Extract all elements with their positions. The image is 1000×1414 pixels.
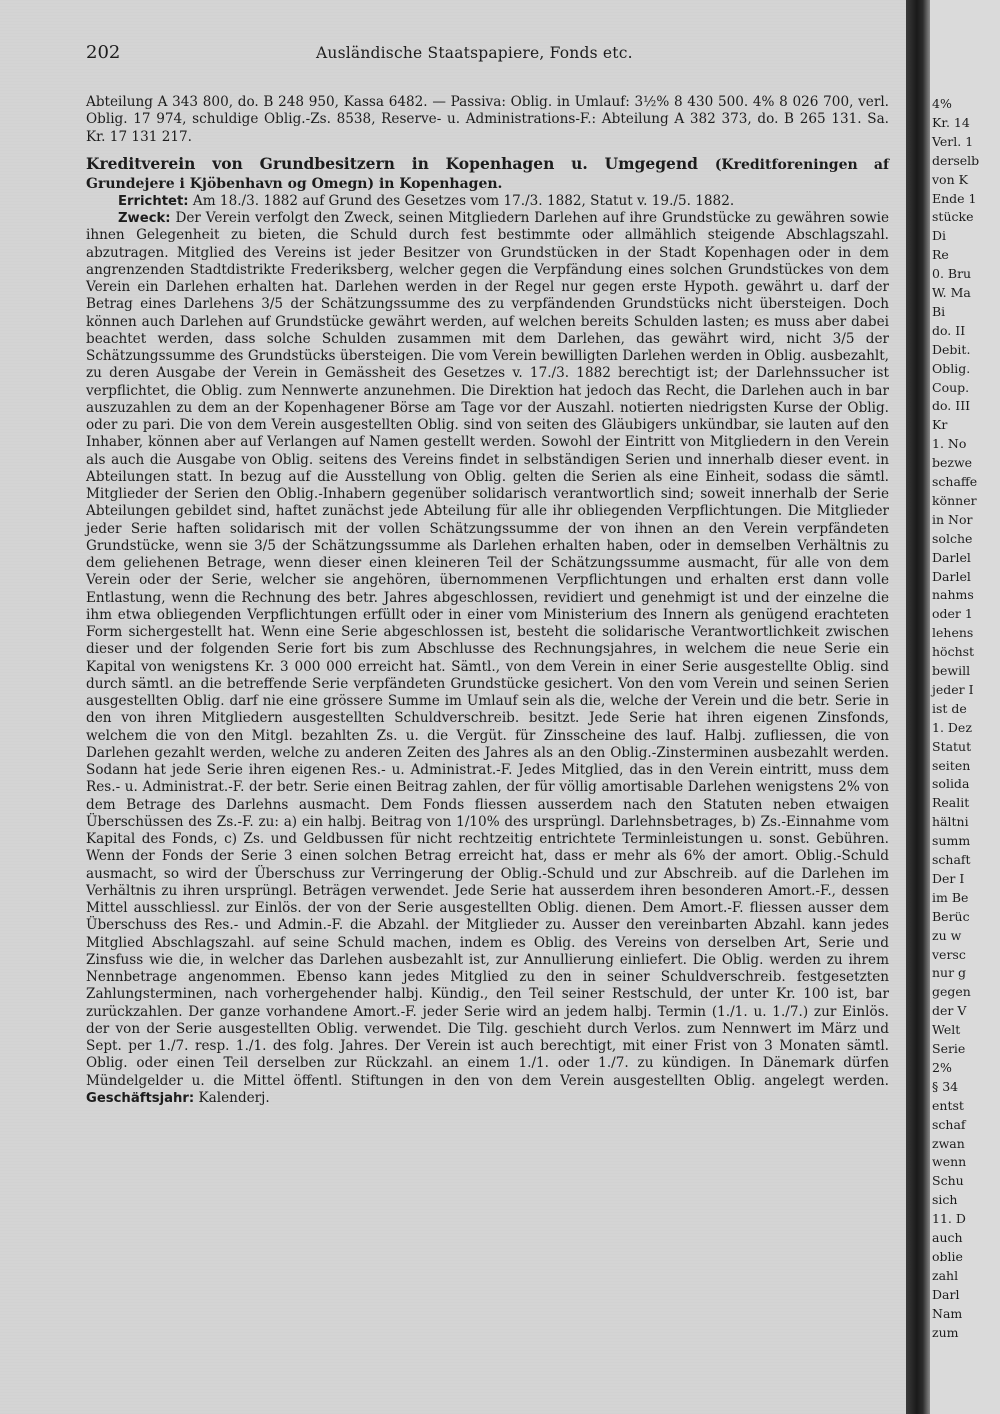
next-page-fragment: nahms xyxy=(932,587,974,603)
next-page-fragment: Darlel xyxy=(932,568,971,584)
next-page-fragment: jeder I xyxy=(932,681,974,697)
next-page-fragment: stücke xyxy=(932,209,974,225)
next-page-fragment: zum xyxy=(932,1324,959,1340)
zweck-label: Zweck: xyxy=(118,211,171,226)
next-page-fragment: § 34 xyxy=(932,1078,959,1094)
geschaeftsjahr-label: Geschäftsjahr: xyxy=(86,1090,195,1106)
next-page-fragment: summ xyxy=(932,833,971,849)
next-page-fragment: do. II xyxy=(932,322,966,338)
next-page-fragment: Verl. 1 xyxy=(932,133,974,149)
next-page-fragment: 1. Dez xyxy=(932,719,972,735)
next-page-fragment: könner xyxy=(932,492,977,508)
next-page-fragment: Kr. 14 xyxy=(932,114,970,130)
next-page-fragment: bezwe xyxy=(932,455,973,471)
next-page-fragment: versc xyxy=(932,946,966,962)
next-page-fragment: Kr xyxy=(932,417,948,433)
next-page-fragment: solida xyxy=(932,776,970,792)
next-page-fragment: 0. Bru xyxy=(932,266,972,282)
next-page-fragment: Nam xyxy=(932,1305,963,1321)
next-page-fragment: im Be xyxy=(932,889,969,905)
section-title: Kreditverein von Grundbesitzern in Kopenhagen u. Umgegend xyxy=(86,153,699,173)
next-page-fragment: Realit xyxy=(932,795,970,811)
next-page-fragment: do. III xyxy=(932,398,971,414)
next-page-fragment: oder 1 xyxy=(932,606,973,622)
next-page-fragment: Der I xyxy=(932,870,965,886)
next-page-fragment: Di xyxy=(932,228,947,244)
running-title: Ausländische Staatspapiere, Fonds etc. xyxy=(316,44,633,62)
next-page-fragment: höchst xyxy=(932,644,975,660)
next-page-fragment: 11. D xyxy=(932,1211,966,1227)
next-page-fragment: schaf xyxy=(932,1116,966,1132)
next-page-fragment: 4% xyxy=(932,96,952,111)
balance-intro: Abteilung A 343 800, do. B 248 950, Kassa 6482. — Passiva: Oblig. in Umlauf: 3½% 8 430 500. 4% 8 026 700, verl. Oblig. 17 974, schuldige Oblig.-Zs. 8538, Reserve- u. Administrations-F.: Abteilung A 382 373, do. B 265 131. Sa. Kr. 17 131 217. xyxy=(86,94,889,145)
next-page-fragment: nur g xyxy=(932,965,967,981)
next-page-fragment: Oblig. xyxy=(932,360,971,376)
next-page-fragment: der V xyxy=(932,1003,967,1019)
page-header xyxy=(86,42,886,66)
zweck-text: Der Verein verfolgt den Zweck, seinen Mitgliedern Darlehen auf ihre Grundstücke zu gewähren sowie ihnen Gelegenheit zu bieten, die Schuld durch fest bestimmte oder allmählich steigende Abschlagszahl. abzutragen. Mitglied des Vereins ist jeder Besitzer von Grundstücken in der Stadt Kopenhagen oder in dem angrenzenden Stadtdistrikte Frederiksberg, welcher gegen die Verpfändung eines solchen Grundstückes von dem Verein ein Darlehen erhalten hat. Darlehen werden in der Regel nur gegen erste Hypoth. gewährt u. darf der Betrag eines Darlehens 3/5 der Schätzungssumme des zu verpfändenden Grundstücks nicht übersteigen. Doch können auch Darlehen auf Grundstücke gewährt werden, auf welchen bereits Schulden lasten; es muss aber dabei beachtet werden, dass solche Schulden zusammen mit dem Darlehen, das gewährt wird, nicht 3/5 der Schätzungssumme des Grundstücks übersteigen. Die vom Verein bewilligten Darlehen werden in Oblig. ausbezahlt, zu deren Ausgabe der Verein in Gemässheit des Gesetzes v. 17./3. 1882 berechtigt ist; der Darlehnssucher ist verpflichtet, die Oblig. zum Nennwerte anzunehmen. Die Direktion hat jedoch das Recht, die Darlehen auch in bar auszuzahlen zu dem an der Kopenhagener Börse am Tage vor der Auszahl. notierten niedrigsten Kurse der Oblig. oder zu pari. Die von dem Verein ausgestellten Oblig. sind von seiten des Gläubigers unkündbar, sie lauten auf den Inhaber, können aber auf Verlangen auf Namen gestellt werden. Sowohl der Eintritt von Mitgliedern in den Verein als auch die Ausgabe von Oblig. seitens des Vereins findet in selbständigen Serien und innerhalb dieser event. in Abteilungen statt. In bezug auf die Ausstellung von Oblig. gelten die Serien als eine Einheit, sodass die sämtl. Mitglieder der Serien den Oblig.-Inhabern gegenüber solidarisch verantwortlich sind; soweit innerhalb der Serie Abteilungen gebildet sind, haftet zunächst jede Abteilung für alle ihr obliegenden Verpflichtungen. Die Mitglieder jeder Serie haften solidarisch mit der vollen Schätzungssumme der von ihnen an den Verein verpfändeten Grundstücke, wenn sie 3/5 der Schätzungssumme als Darlehen erhalten haben, oder in demselben Verhältnis zu dem geliehenen Betrage, wenn dieser einen kleineren Teil der Schätzungssumme ausmacht, für alle von dem Verein oder der Serie, welcher sie angehören, übernommenen Verpflichtungen und erhalten erst dann volle Entlastung, wenn die Rechnung des betr. Jahres abgeschlossen, revidiert und genehmigt ist und der einzelne die ihm etwa obliegenden Verpflichtungen erfüllt oder in einer vom Ministerium des Innern als genügend erachteten Form sichergestellt hat. Wenn eine Serie abgeschlossen ist, besteht die solidarische Verantwortlichkeit zwischen dieser und der folgenden Serie fort bis zum Abschlusse des Rechnungsjahres, in welchem die neue Serie ein Kapital von wenigstens Kr. 3 000 000 erreicht hat. Sämtl., von dem Verein in einer Serie ausgestellte Oblig. sind durch sämtl. an die betreffende Serie verpfändeten Grundstücke gesichert. Von den vom Verein und seinen Serien ausgestellten Oblig. darf nie eine grössere Summe im Umlauf sein als die, welche der Verein und die betr. Serie in den von ihren Mitgliedern ausgestellten Schuldverschreib. besitzt. Jede Serie hat ihren eigenen Zinsfonds, welchem die von den Mitgl. bezahlten Zs. u. die Vergüt. für Zinsscheine des lauf. Halbj. zufliessen, die von Darlehen gezahlt werden, welche zu anderen Zeiten des Jahres als an den Oblig.-Zinsterminen ausbezahlt werden. Sodann hat jede Serie ihren eigenen Res.- u. Administrat.-F. Jedes Mitglied, das in den Verein eintritt, muss dem Res.- u. Administrat.-F. der betr. Serie einen Beitrag zahlen, der für völlig amortisable Darlehen wenigstens 2% von dem Betrage des Darlehns ausmacht. Dem Fonds fliessen ausserdem nach den Statuten neben etwaigen Überschüssen des Zs.-F. zu: a) ein halbj. Beitrag von 1/10% des ursprüngl. Darlehnsbetrages, b) Zs.-Einnahme vom Kapital des Fonds, c) Zs. und Geldbussen für nicht rechtzeitig entrichtete Terminleistungen u. sonst. Gebühren. Wenn der Fonds der Serie 3 einen solchen Betrag erreicht hat, dass er mehr als 6% der amort. Oblig.-Schuld ausmacht, so wird der Überschuss zur Verringerung der Oblig.-Schuld und zur Abschreib. auf die Darlehen im Verhältnis zu ihren ursprüngl. Beträgen verwendet. Jede Serie hat ausserdem ihren besonderen Amort.-F., dessen Mittel ausschliessl. zur Einlös. der von der Serie ausgestellten Oblig. dienen. Dem Amort.-F. fliessen ausser dem Überschuss des Res.- und Admin.-F. die Abzahl. der Mitglieder zu. Ausser den vereinbarten Abzahl. kann jedes Mitglied Abschlagszahl. auf seine Schuld machen, indem es Oblig. des Vereins von derselben Art, Serie und Zinsfuss wie die, in welcher das Darlehen ausbezahlt ist, zur Annullierung einliefert. Die Oblig. werden zu ihrem Nennbetrage angenommen. Ebenso kann jedes Mitglied zu den in seiner Schuldverschreib. festgesetzten Zahlungsterminen, nach vorhergehender halbj. Kündig., den Teil seiner Restschuld, der unter Kr. 100 ist, bar zurückzahlen. Der ganze vorhandene Amort.-F. jeder Serie wird an jedem halbj. Termin (1./1. u. 1./7.) zur Einlös. der von der Serie ausgestellten Oblig. verwendet. Die Tilg. geschieht durch Verlos. zum Nennwert im März und Sept. per 1./7. resp. 1./1. des folg. Jahres. Der Verein ist auch berechtigt, mit einer Frist von 3 Monaten sämtl. Oblig. oder einen Teil derselben zur Rückzahl. an einem 1./1. oder 1./7. zu kündigen. In Dänemark dürfen Mündelgelder u. die Mittel öffentl. Stiftungen in den von dem Verein ausgestellten Oblig. angelegt werden. xyxy=(86,210,889,1089)
next-page-fragment: hältni xyxy=(932,814,969,830)
errichtet-label: Errichtet: xyxy=(118,193,189,209)
next-page-fragment: derselb xyxy=(932,152,980,168)
next-page-fragment: Serie xyxy=(932,1041,966,1056)
next-page-fragment: oblie xyxy=(932,1248,963,1264)
next-page-fragment: zwan xyxy=(932,1135,965,1151)
next-page-fragment: bewill xyxy=(932,663,971,678)
next-page-fragment: Coup. xyxy=(932,379,970,395)
next-page-fragment: sich xyxy=(932,1192,958,1208)
page-body xyxy=(86,94,889,1107)
next-page-fragment: Ende 1 xyxy=(932,190,977,206)
next-page-fragment: Berüc xyxy=(932,908,970,924)
next-page-fragment: Schu xyxy=(932,1173,964,1189)
next-page-fragment: 2% xyxy=(932,1059,952,1075)
next-page-fragment: entst xyxy=(932,1097,964,1113)
next-page-fragment: von K xyxy=(932,171,968,187)
errichtet-text: Am 18./3. 1882 auf Grund des Gesetzes vom 17./3. 1882, Statut v. 19./5. 1882. xyxy=(192,192,735,209)
next-page-fragment: Darlel xyxy=(932,549,971,565)
section-subtitle: (Kreditforeningen af Grundejere i Kjöbenhavn og Omegn) in Kopenhagen. xyxy=(86,156,890,192)
geschaeftsjahr-text: Kalenderj. xyxy=(198,1089,270,1106)
next-page-fragment: seiten xyxy=(932,757,971,773)
next-page-fragment: zu w xyxy=(932,927,962,943)
next-page-fragment: Welt xyxy=(932,1022,961,1038)
next-page-fragment: auch xyxy=(932,1230,963,1245)
next-page-fragment: zahl xyxy=(932,1267,959,1283)
next-page-fragment: Statut xyxy=(932,738,972,754)
next-page-fragment: Re xyxy=(932,247,949,263)
next-page-fragment: lehens xyxy=(932,625,974,641)
next-page-fragment: Bi xyxy=(932,303,946,319)
next-page-fragment: gegen xyxy=(932,984,971,1000)
next-page-fragment: Debit. xyxy=(932,341,971,357)
zweck-paragraph xyxy=(86,210,889,1107)
next-page-fragment: in Nor xyxy=(932,511,973,527)
next-page-fragment: solche xyxy=(932,530,973,546)
page-number: 202 xyxy=(86,42,121,63)
next-page-fragment: schaft xyxy=(932,852,971,867)
book-gutter xyxy=(906,0,930,1414)
next-page-fragment: 1. No xyxy=(932,436,967,452)
next-page-edge xyxy=(930,0,1000,1414)
errichtet-paragraph xyxy=(86,193,889,210)
next-page-fragment: wenn xyxy=(932,1154,967,1170)
next-page-fragment: W. Ma xyxy=(932,285,971,300)
next-page-fragment: ist de xyxy=(932,700,967,716)
next-page-fragment: Darl xyxy=(932,1286,960,1302)
next-page-fragment: schaffe xyxy=(932,474,978,489)
section-heading xyxy=(86,155,889,193)
